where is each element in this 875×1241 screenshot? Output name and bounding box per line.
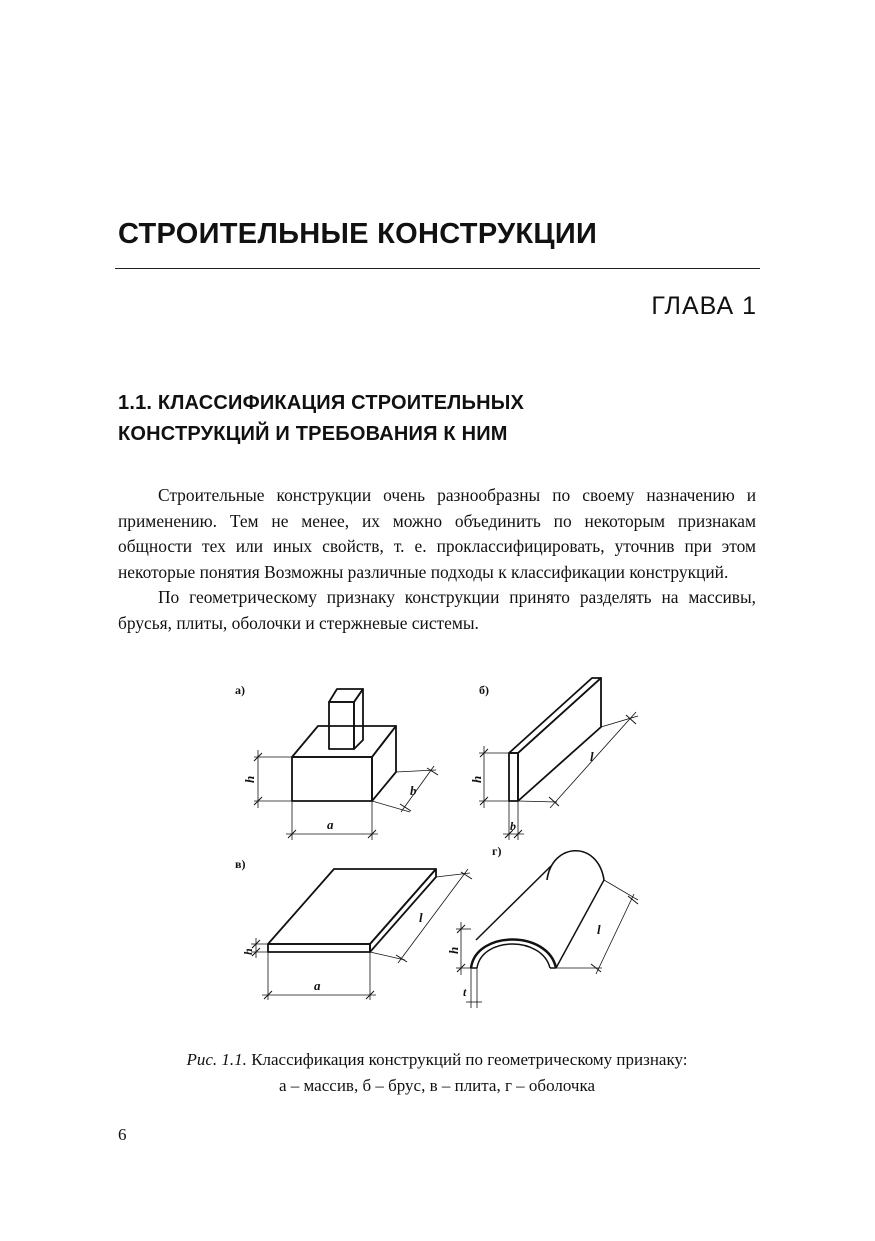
body-text xyxy=(118,483,756,636)
label-a: а) xyxy=(235,683,245,697)
dim-l-v: l xyxy=(419,910,423,925)
paragraph-1: Строительные конструкции очень разнообразны по своему назначению и применению. Тем не менее, их можно объединить по некоторым признакам общности тех или иных свойств, т. е. проклассифицировать, уточнив при этом некоторые понятия Возможны различные подходы к классификации конструкций. xyxy=(118,485,756,582)
figure-caption xyxy=(118,1047,756,1099)
classification-figure xyxy=(228,676,648,1016)
dim-a-v: a xyxy=(314,978,321,993)
section-title-line-2: КОНСТРУКЦИЙ И ТРЕБОВАНИЯ К НИМ xyxy=(118,423,508,445)
caption-text-1: Классификация конструкций по геометрическому признаку: xyxy=(251,1050,688,1069)
label-b: б) xyxy=(479,683,489,697)
dim-h-b: h xyxy=(469,775,484,783)
label-g: г) xyxy=(492,844,502,858)
dim-a-a: a xyxy=(327,817,334,832)
dim-b-a: b xyxy=(410,783,417,798)
section-title-line-1: 1.1. КЛАССИФИКАЦИЯ СТРОИТЕЛЬНЫХ xyxy=(118,392,525,414)
page-number: 6 xyxy=(118,1125,127,1144)
dim-l-g: l xyxy=(597,922,601,937)
title-divider xyxy=(115,268,760,269)
section-title xyxy=(118,388,524,450)
dim-h-v: h xyxy=(241,948,255,955)
slab-drawing xyxy=(235,857,472,1000)
part-title: СТРОИТЕЛЬНЫЕ КОНСТРУКЦИИ xyxy=(118,218,598,250)
dim-t-g: t xyxy=(463,985,467,999)
dim-h-g: h xyxy=(446,946,461,954)
massive-drawing xyxy=(235,683,438,840)
dim-l-b: l xyxy=(590,749,594,764)
chapter-label: ГЛАВА 1 xyxy=(651,292,757,320)
beam-drawing xyxy=(469,678,638,840)
caption-line-1 xyxy=(118,1047,756,1073)
dim-h-a: h xyxy=(242,775,257,783)
paragraph-2: По геометрическому признаку конструкции принято разделять на массивы, брусья, плиты, оболочки и стержневые системы. xyxy=(118,587,756,633)
shell-drawing xyxy=(446,844,638,1008)
label-v: в) xyxy=(235,857,246,871)
caption-line-2: а – массив, б – брус, в – плита, г – оболочка xyxy=(279,1076,595,1095)
dim-b-b: b xyxy=(510,819,516,833)
caption-prefix: Рис. 1.1. xyxy=(186,1050,247,1069)
